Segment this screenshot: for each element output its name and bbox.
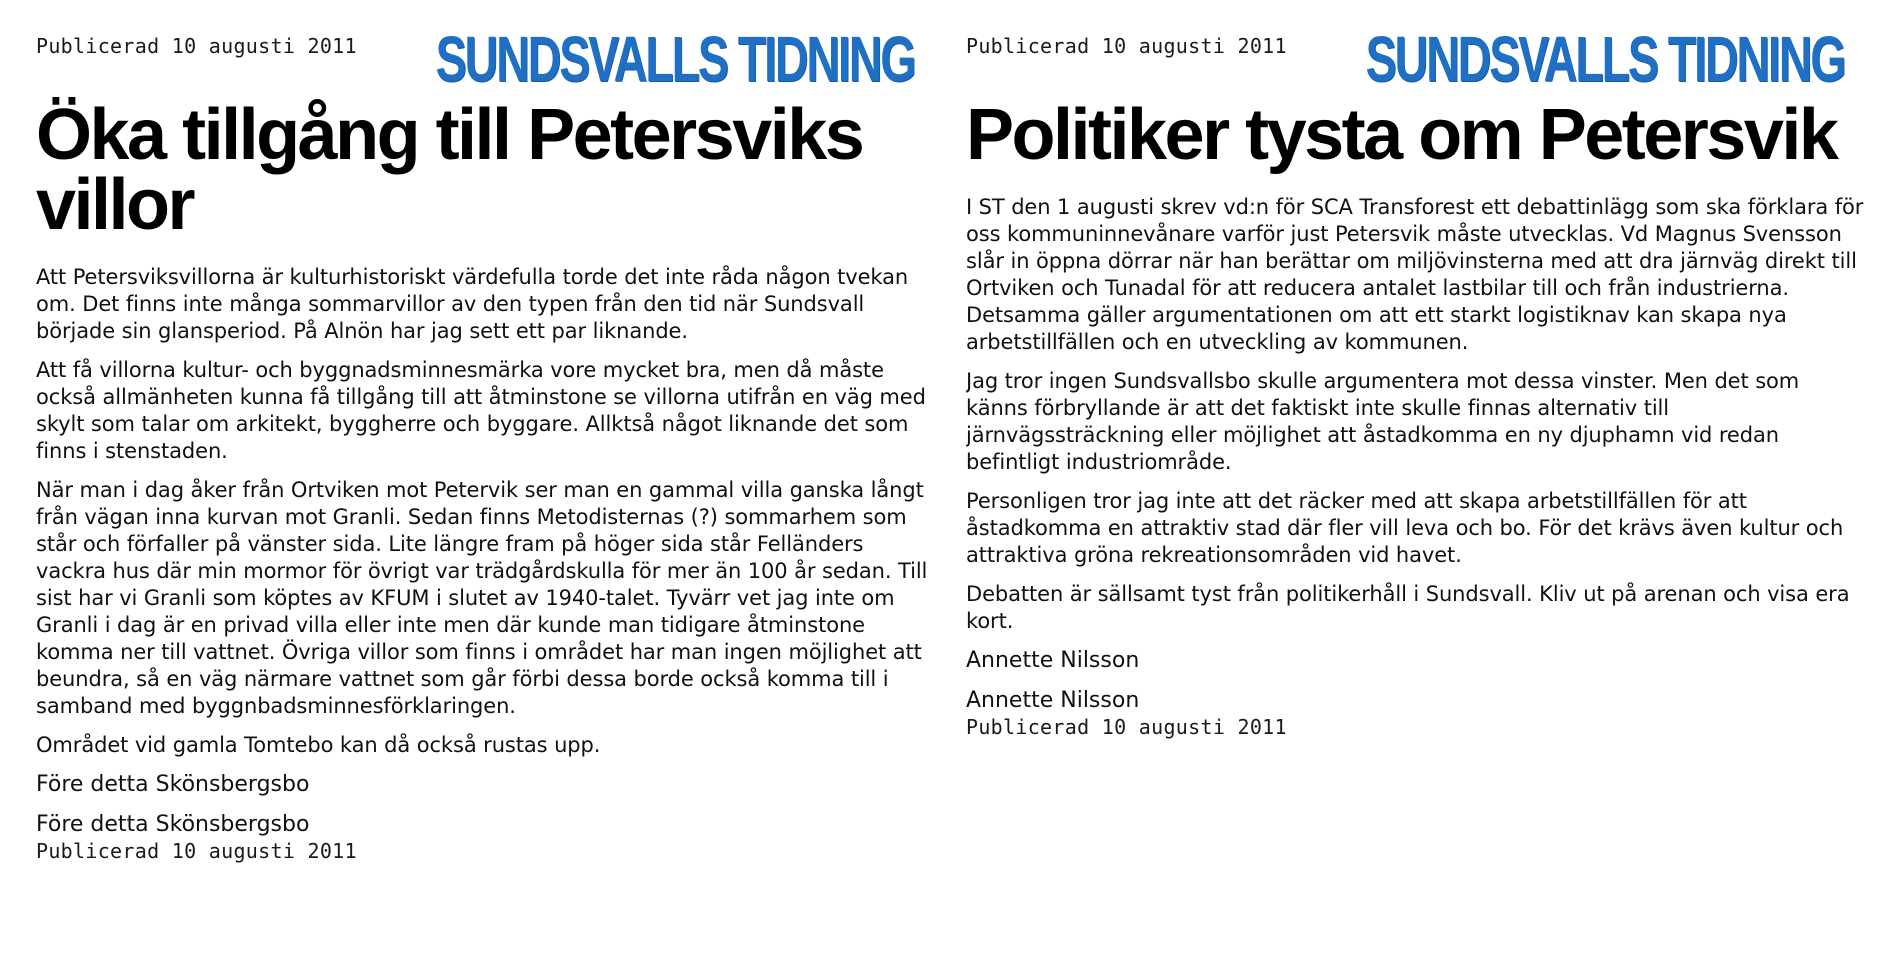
article-header xyxy=(36,0,936,100)
paragraph: Jag tror ingen Sundsvallsbo skulle argumentera mot dessa vinster. Men det som känns förbryllande är att det faktiskt inte skulle finnas alternativ till järnvägssträckning eller möjlighet att åstadkomma en ny djuphamn vid redan befintligt industriområde. xyxy=(966,369,1800,474)
footer-published-date: Publicerad 10 augusti 2011 xyxy=(966,715,1287,739)
article-right xyxy=(966,0,1866,962)
newspaper-logo: SUNDSVALLS TIDNING xyxy=(435,23,915,95)
headline xyxy=(966,95,1866,175)
article-header xyxy=(966,0,1866,100)
newspaper-logo: SUNDSVALLS TIDNING xyxy=(1365,23,1845,95)
published-date: Publicerad 10 augusti 2011 xyxy=(966,34,1287,58)
paragraph: I ST den 1 augusti skrev vd:n för SCA Transforest ett debattinlägg som ska förklara för oss kommuninnevånare varför just Petersvik måste utvecklas. Vd Magnus Svensson slår in öppna dörrar när han berättar om miljövinsterna med att dra järnväg direkt till Ortviken och Tunadal för att reducera antalet lastbilar till och från industrierna. Detsamma gäller argumentationen om att ett starkt logistiknav kan skapa nya arbetstillfällen och en utveckling av kommunen. xyxy=(966,195,1864,354)
article-left xyxy=(36,0,936,962)
article-body xyxy=(36,264,936,759)
paragraph: Personligen tror jag inte att det räcker med att skapa arbetstillfällen för att åstadkomma en attraktiv stad där fler vill leva och bo. För det krävs även kultur och attraktiva gröna rekreationsområden vid havet. xyxy=(966,489,1844,567)
headline-line: Politiker tysta om Petersvik xyxy=(966,95,1837,175)
paragraph: Att Petersviksvillorna är kulturhistoriskt värdefulla torde det inte råda någon tvekan om. Det finns inte många sommarvillor av den typen från den tid när Sundsvall började sin glansperiod. På Alnön har jag sett ett par liknande. xyxy=(36,265,909,343)
author-signature: Annette Nilsson xyxy=(966,648,1140,673)
paragraph: Att få villorna kultur- och byggnadsminnesmärka vore mycket bra, men då måste också allmänheten kunna få tillgång till att åtminstone se villorna utifrån en väg med skylt som talar om arkitekt, byggherre och byggare. Allktså något liknande det som finns i stenstaden. xyxy=(36,358,926,463)
headline-line: villor xyxy=(36,165,194,245)
headline-line: Öka tillgång till Petersviks xyxy=(36,95,863,175)
article-body xyxy=(966,194,1866,635)
author-signature: Före detta Skönsbergsbo xyxy=(36,772,310,797)
paragraph: Området vid gamla Tomtebo kan då också rustas upp. xyxy=(36,733,601,757)
footer-published-date: Publicerad 10 augusti 2011 xyxy=(36,839,357,863)
author-signature: Före detta Skönsbergsbo xyxy=(36,812,310,837)
headline xyxy=(36,95,936,245)
author-signature: Annette Nilsson xyxy=(966,688,1140,713)
paragraph: Debatten är sällsamt tyst från politikerhåll i Sundsvall. Kliv ut på arenan och visa era kort. xyxy=(966,582,1850,633)
published-date: Publicerad 10 augusti 2011 xyxy=(36,34,357,58)
paragraph: När man i dag åker från Ortviken mot Petervik ser man en gammal villa ganska långt från vägan inna kurvan mot Granli. Sedan finns Metodisternas (?) sommarhem som står och förfaller på vänster sida. Lite längre fram på höger sida står Felländers vackra hus där min mormor för övrigt var trädgårdskulla för mer än 100 år sedan. Till sist har vi Granli som köptes av KFUM i slutet av 1940-talet. Tyvärr vet jag inte om Granli i dag är en privad villa eller inte men där kunde man tidigare åtminstone komma ner till vattnet. Övriga villor som finns i området har man ingen möjlighet att beundra, så en väg närmare vattnet som går förbi dessa borde också komma till i samband med byggnbadsminnesförklaringen. xyxy=(36,478,928,718)
